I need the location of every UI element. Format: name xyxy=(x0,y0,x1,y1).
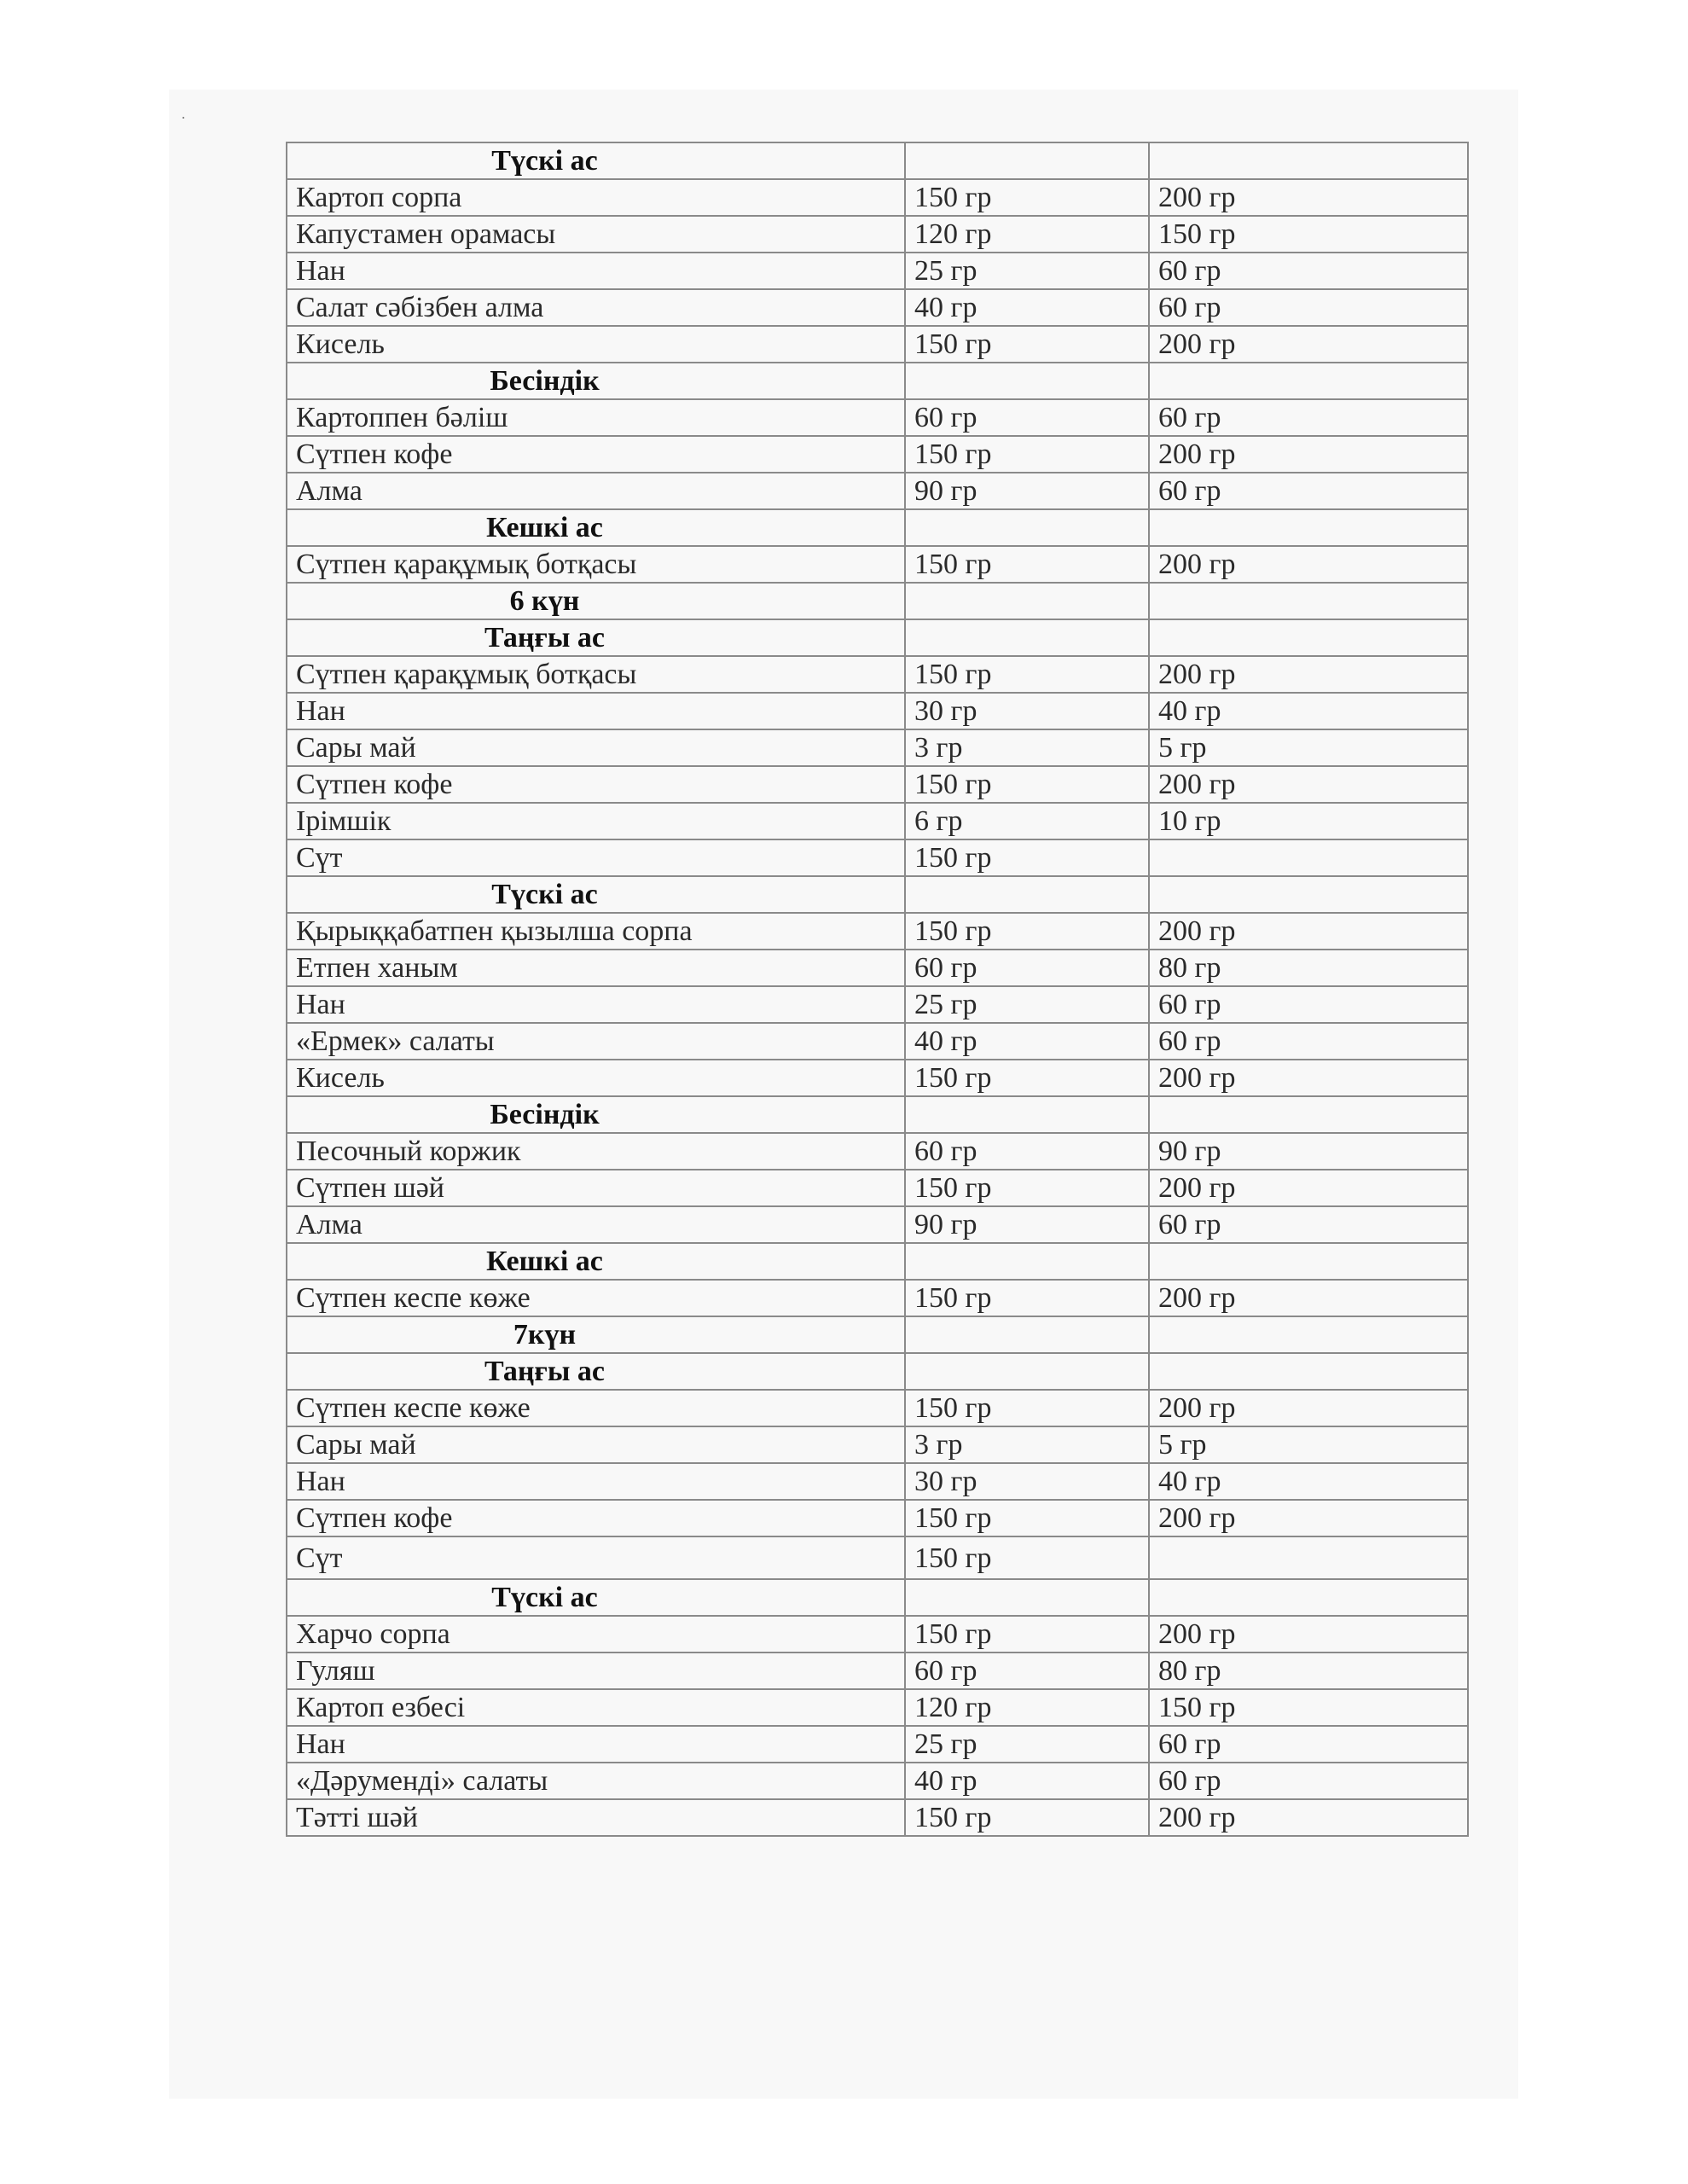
portion-small: 60 гр xyxy=(905,399,1149,436)
portion-large xyxy=(1149,509,1468,546)
portion-large xyxy=(1149,142,1468,179)
dish-name: Қырыққабатпен қызылша сорпа xyxy=(287,913,905,950)
dish-name: Песочный коржик xyxy=(287,1133,905,1170)
portion-small xyxy=(905,1243,1149,1280)
scan-mark: · xyxy=(181,109,186,126)
portion-small xyxy=(905,876,1149,913)
menu-item-row xyxy=(287,473,1468,509)
portion-large: 40 гр xyxy=(1149,693,1468,729)
dish-name: Картоппен бәліш xyxy=(287,399,905,436)
meal-header-row xyxy=(287,583,1468,619)
portion-small: 25 гр xyxy=(905,253,1149,289)
menu-item-row xyxy=(287,693,1468,729)
meal-header: Кешкі ас xyxy=(287,1243,905,1280)
meal-header: 6 күн xyxy=(287,583,905,619)
menu-item-row xyxy=(287,289,1468,326)
meal-header: Бесіндік xyxy=(287,363,905,399)
menu-item-row xyxy=(287,1726,1468,1763)
menu-item-row xyxy=(287,1536,1468,1579)
portion-large: 200 гр xyxy=(1149,326,1468,363)
menu-item-row xyxy=(287,1133,1468,1170)
portion-large: 200 гр xyxy=(1149,1390,1468,1426)
menu-table-body xyxy=(287,142,1468,1836)
meal-header-row xyxy=(287,619,1468,656)
portion-small: 150 гр xyxy=(905,436,1149,473)
portion-large: 5 гр xyxy=(1149,1426,1468,1463)
dish-name: Салат сәбізбен алма xyxy=(287,289,905,326)
portion-small: 30 гр xyxy=(905,693,1149,729)
portion-small: 150 гр xyxy=(905,1536,1149,1579)
portion-large: 60 гр xyxy=(1149,1763,1468,1799)
portion-small: 6 гр xyxy=(905,803,1149,839)
dish-name: Алма xyxy=(287,473,905,509)
portion-large: 200 гр xyxy=(1149,1060,1468,1096)
portion-large: 5 гр xyxy=(1149,729,1468,766)
portion-small: 60 гр xyxy=(905,1653,1149,1689)
portion-large: 90 гр xyxy=(1149,1133,1468,1170)
portion-large: 60 гр xyxy=(1149,253,1468,289)
portion-large: 200 гр xyxy=(1149,1170,1468,1206)
portion-small xyxy=(905,1579,1149,1616)
dish-name: Тәтті шәй xyxy=(287,1799,905,1836)
portion-small: 150 гр xyxy=(905,766,1149,803)
portion-small: 40 гр xyxy=(905,1763,1149,1799)
portion-small: 40 гр xyxy=(905,289,1149,326)
portion-large: 200 гр xyxy=(1149,1500,1468,1536)
portion-small: 150 гр xyxy=(905,913,1149,950)
dish-name: Сүтпен кофе xyxy=(287,1500,905,1536)
portion-small: 60 гр xyxy=(905,1133,1149,1170)
portion-small: 150 гр xyxy=(905,1390,1149,1426)
meal-header: Түскі ас xyxy=(287,1579,905,1616)
dish-name: Картоп езбесі xyxy=(287,1689,905,1726)
portion-small: 150 гр xyxy=(905,179,1149,216)
meal-header: Таңғы ас xyxy=(287,1353,905,1390)
portion-large: 200 гр xyxy=(1149,656,1468,693)
portion-small xyxy=(905,142,1149,179)
meal-header-row xyxy=(287,1316,1468,1353)
portion-large: 80 гр xyxy=(1149,950,1468,986)
dish-name: Кисель xyxy=(287,326,905,363)
portion-large: 10 гр xyxy=(1149,803,1468,839)
portion-large xyxy=(1149,619,1468,656)
dish-name: Нан xyxy=(287,1726,905,1763)
portion-large: 200 гр xyxy=(1149,766,1468,803)
portion-large: 200 гр xyxy=(1149,913,1468,950)
portion-large xyxy=(1149,1316,1468,1353)
portion-small: 150 гр xyxy=(905,1060,1149,1096)
menu-item-row xyxy=(287,1280,1468,1316)
dish-name: Кисель xyxy=(287,1060,905,1096)
meal-header-row xyxy=(287,1579,1468,1616)
dish-name: «Дәруменді» салаты xyxy=(287,1763,905,1799)
dish-name: Сүт xyxy=(287,839,905,876)
meal-header: Таңғы ас xyxy=(287,619,905,656)
menu-item-row xyxy=(287,253,1468,289)
menu-item-row xyxy=(287,729,1468,766)
dish-name: Картоп сорпа xyxy=(287,179,905,216)
meal-header-row xyxy=(287,509,1468,546)
portion-large: 200 гр xyxy=(1149,1799,1468,1836)
dish-name: Сары май xyxy=(287,1426,905,1463)
dish-name: Ірімшік xyxy=(287,803,905,839)
meal-header: 7күн xyxy=(287,1316,905,1353)
menu-item-row xyxy=(287,1206,1468,1243)
menu-item-row xyxy=(287,1689,1468,1726)
portion-small: 30 гр xyxy=(905,1463,1149,1500)
menu-item-row xyxy=(287,766,1468,803)
menu-item-row xyxy=(287,1390,1468,1426)
portion-small xyxy=(905,1353,1149,1390)
dish-name: Сүтпен қарақұмық ботқасы xyxy=(287,546,905,583)
menu-item-row xyxy=(287,399,1468,436)
menu-item-row xyxy=(287,950,1468,986)
portion-large: 60 гр xyxy=(1149,289,1468,326)
portion-small: 40 гр xyxy=(905,1023,1149,1060)
portion-small: 3 гр xyxy=(905,1426,1149,1463)
portion-large: 150 гр xyxy=(1149,216,1468,253)
dish-name: Сүтпен кофе xyxy=(287,436,905,473)
portion-large xyxy=(1149,583,1468,619)
portion-small: 120 гр xyxy=(905,216,1149,253)
portion-large: 80 гр xyxy=(1149,1653,1468,1689)
portion-large xyxy=(1149,1353,1468,1390)
menu-item-row xyxy=(287,546,1468,583)
menu-item-row xyxy=(287,986,1468,1023)
portion-small: 150 гр xyxy=(905,1170,1149,1206)
portion-small xyxy=(905,1096,1149,1133)
meal-header: Бесіндік xyxy=(287,1096,905,1133)
meal-header: Түскі ас xyxy=(287,876,905,913)
portion-large xyxy=(1149,1243,1468,1280)
meal-header-row xyxy=(287,876,1468,913)
meal-header: Түскі ас xyxy=(287,142,905,179)
portion-large xyxy=(1149,1536,1468,1579)
menu-item-row xyxy=(287,1170,1468,1206)
dish-name: Капустамен орамасы xyxy=(287,216,905,253)
portion-small: 90 гр xyxy=(905,473,1149,509)
portion-large: 60 гр xyxy=(1149,986,1468,1023)
portion-large: 200 гр xyxy=(1149,1616,1468,1653)
meal-header-row xyxy=(287,1096,1468,1133)
meal-header: Кешкі ас xyxy=(287,509,905,546)
meal-header-row xyxy=(287,1353,1468,1390)
menu-item-row xyxy=(287,1653,1468,1689)
portion-large xyxy=(1149,876,1468,913)
menu-table xyxy=(286,142,1469,1837)
dish-name: Нан xyxy=(287,253,905,289)
menu-item-row xyxy=(287,839,1468,876)
menu-item-row xyxy=(287,216,1468,253)
portion-small: 25 гр xyxy=(905,986,1149,1023)
meal-header-row xyxy=(287,363,1468,399)
portion-small: 150 гр xyxy=(905,839,1149,876)
meal-header-row xyxy=(287,142,1468,179)
portion-large: 200 гр xyxy=(1149,1280,1468,1316)
portion-small: 120 гр xyxy=(905,1689,1149,1726)
menu-item-row xyxy=(287,803,1468,839)
portion-small: 150 гр xyxy=(905,326,1149,363)
menu-item-row xyxy=(287,1799,1468,1836)
menu-item-row xyxy=(287,1426,1468,1463)
dish-name: Сүт xyxy=(287,1536,905,1579)
portion-small: 90 гр xyxy=(905,1206,1149,1243)
dish-name: Сүтпен кофе xyxy=(287,766,905,803)
meal-header-row xyxy=(287,1243,1468,1280)
dish-name: Сүтпен шәй xyxy=(287,1170,905,1206)
dish-name: Сүтпен кеспе көже xyxy=(287,1280,905,1316)
dish-name: Нан xyxy=(287,1463,905,1500)
dish-name: Харчо сорпа xyxy=(287,1616,905,1653)
menu-item-row xyxy=(287,1616,1468,1653)
portion-small: 150 гр xyxy=(905,656,1149,693)
menu-item-row xyxy=(287,1500,1468,1536)
menu-item-row xyxy=(287,1463,1468,1500)
dish-name: Алма xyxy=(287,1206,905,1243)
portion-large: 60 гр xyxy=(1149,399,1468,436)
dish-name: Нан xyxy=(287,986,905,1023)
portion-large: 150 гр xyxy=(1149,1689,1468,1726)
portion-small: 25 гр xyxy=(905,1726,1149,1763)
menu-item-row xyxy=(287,326,1468,363)
portion-small: 3 гр xyxy=(905,729,1149,766)
dish-name: Нан xyxy=(287,693,905,729)
portion-large: 200 гр xyxy=(1149,436,1468,473)
portion-large: 60 гр xyxy=(1149,1023,1468,1060)
portion-small: 150 гр xyxy=(905,1280,1149,1316)
portion-large: 200 гр xyxy=(1149,179,1468,216)
portion-large xyxy=(1149,363,1468,399)
portion-large: 40 гр xyxy=(1149,1463,1468,1500)
dish-name: Сүтпен кеспе көже xyxy=(287,1390,905,1426)
dish-name: Гуляш xyxy=(287,1653,905,1689)
portion-large xyxy=(1149,1579,1468,1616)
portion-large: 60 гр xyxy=(1149,1206,1468,1243)
menu-item-row xyxy=(287,656,1468,693)
portion-small: 150 гр xyxy=(905,546,1149,583)
portion-large: 200 гр xyxy=(1149,546,1468,583)
dish-name: Сары май xyxy=(287,729,905,766)
menu-item-row xyxy=(287,1060,1468,1096)
portion-small xyxy=(905,509,1149,546)
menu-item-row xyxy=(287,1763,1468,1799)
menu-item-row xyxy=(287,436,1468,473)
portion-small xyxy=(905,363,1149,399)
portion-large xyxy=(1149,1096,1468,1133)
portion-small xyxy=(905,619,1149,656)
dish-name: «Ермек» салаты xyxy=(287,1023,905,1060)
portion-large: 60 гр xyxy=(1149,1726,1468,1763)
portion-small: 150 гр xyxy=(905,1799,1149,1836)
menu-item-row xyxy=(287,179,1468,216)
menu-item-row xyxy=(287,913,1468,950)
dish-name: Сүтпен қарақұмық ботқасы xyxy=(287,656,905,693)
portion-large xyxy=(1149,839,1468,876)
portion-small xyxy=(905,583,1149,619)
menu-item-row xyxy=(287,1023,1468,1060)
dish-name: Етпен ханым xyxy=(287,950,905,986)
portion-small: 150 гр xyxy=(905,1616,1149,1653)
portion-large: 60 гр xyxy=(1149,473,1468,509)
portion-small: 150 гр xyxy=(905,1500,1149,1536)
portion-small xyxy=(905,1316,1149,1353)
portion-small: 60 гр xyxy=(905,950,1149,986)
